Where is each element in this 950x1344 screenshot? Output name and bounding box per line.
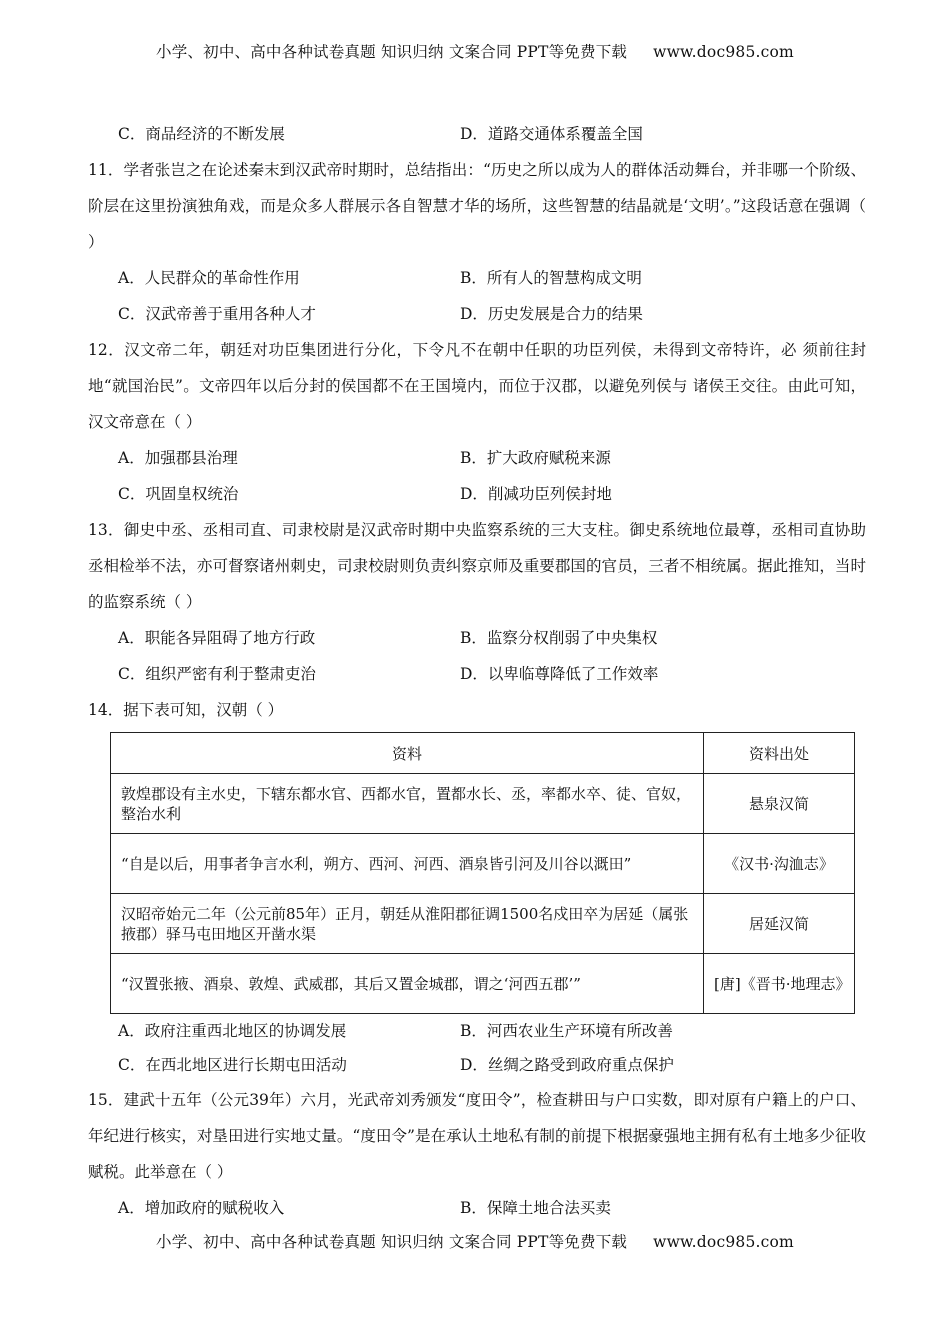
table-header-source: 资料出处: [704, 733, 855, 774]
q11-option-d[interactable]: D．历史发展是合力的结果: [460, 305, 643, 323]
q14-stem: 14．据下表可知，汉朝（ ）: [88, 701, 284, 719]
page-footer: [0, 1230, 950, 1252]
table-row: [111, 774, 855, 834]
q14-option-c[interactable]: C．在西北地区进行长期屯田活动: [118, 1056, 347, 1074]
table-cell-source: 居延汉简: [704, 894, 855, 954]
q14-table: [110, 732, 855, 1014]
q12-option-d[interactable]: D．削减功臣列侯封地: [460, 485, 612, 503]
q11-options: [88, 260, 866, 332]
q13-stem: 13．御史中丞、丞相司直、司隶校尉是汉武帝时期中央监察系统的三大支柱。御史系统地位最尊，丞相司直协助丞相检举不法，亦可督察诸州刺史，司隶校尉则负责纠察京师及重要郡国的官员，三者不相统属。据此推知，当时的监察系统（ ）: [88, 521, 866, 611]
table-cell-material: “自是以后，用事者争言水利，朔方、西河、河西、酒泉皆引河及川谷以溉田”: [111, 834, 704, 894]
exam-content: [88, 116, 866, 1226]
table-cell-material: “汉置张掖、酒泉、敦煌、武威郡，其后又置金城郡，谓之‘河西五郡’”: [111, 954, 704, 1014]
q11-option-a[interactable]: A．人民群众的革命性作用: [118, 269, 300, 287]
q11-stem: 11．学者张岂之在论述秦末到汉武帝时期时，总结指出：“历史之所以成为人的群体活动舞台，并非哪一个阶级、阶层在这里扮演独角戏，而是众多人群展示各自智慧才华的场所，这些智慧的结晶就是‘文明’。”这段话意在强调（ ）: [88, 161, 866, 251]
q15-option-b[interactable]: B．保障土地合法买卖: [460, 1199, 611, 1217]
q13-options: [88, 620, 866, 692]
table-cell-source: 悬泉汉简: [704, 774, 855, 834]
q12-options: [88, 440, 866, 512]
table-cell-material: 汉昭帝始元二年（公元前85年）正月，朝廷从淮阳郡征调1500名戍田卒为居延（属张掖郡）驿马屯田地区开凿水渠: [111, 894, 704, 954]
q13-option-a[interactable]: A．职能各异阻碍了地方行政: [118, 629, 316, 647]
table-header-material: 资料: [111, 733, 704, 774]
q12-stem: 12．汉文帝二年，朝廷对功臣集团进行分化，下令凡不在朝中任职的功臣列侯，未得到文帝特许，必 须前往封地“就国治民”。文帝四年以后分封的侯国都不在王国境内，而位于汉郡，以避免列侯与 诸侯王交往。由此可知，汉文帝意在（ ）: [88, 341, 866, 431]
footer-site[interactable]: www.doc985.com: [653, 1233, 794, 1251]
q10-option-d[interactable]: D．道路交通体系覆盖全国: [460, 125, 643, 143]
header-text: 小学、初中、高中各种试卷真题 知识归纳 文案合同 PPT等免费下载: [156, 43, 628, 61]
q14-options: [88, 1014, 866, 1082]
header-site[interactable]: www.doc985.com: [653, 43, 794, 61]
q13-option-c[interactable]: C．组织严密有利于整肃吏治: [118, 665, 316, 683]
q15-option-a[interactable]: A．增加政府的赋税收入: [118, 1199, 285, 1217]
q11-option-c[interactable]: C．汉武帝善于重用各种人才: [118, 305, 316, 323]
q14-option-d[interactable]: D．丝绸之路受到政府重点保护: [460, 1056, 674, 1074]
table-row: [111, 834, 855, 894]
q14-option-a[interactable]: A．政府注重西北地区的协调发展: [118, 1022, 347, 1040]
q10-option-c[interactable]: C．商品经济的不断发展: [118, 125, 285, 143]
table-cell-material: 敦煌郡设有主水史，下辖东都水官、西都水官，置都水长、丞，率都水卒、徒、官奴，整治水利: [111, 774, 704, 834]
q13-option-b[interactable]: B．监察分权削弱了中央集权: [460, 629, 658, 647]
q10-options: [88, 116, 866, 152]
q15-options: [88, 1190, 866, 1226]
table-header-row: [111, 733, 855, 774]
footer-text: 小学、初中、高中各种试卷真题 知识归纳 文案合同 PPT等免费下载: [156, 1233, 628, 1251]
page-header: [0, 40, 950, 62]
table-row: [111, 954, 855, 1014]
q15-stem: 15．建武十五年（公元39年）六月，光武帝刘秀颁发“度田令”，检查耕田与户口实数，即对原有户籍上的户口、年纪进行核实，对垦田进行实地丈量。“度田令”是在承认土地私有制的前提下根据豪强地主拥有私有土地多少征收赋税。此举意在（ ）: [88, 1091, 866, 1181]
q13-option-d[interactable]: D．以卑临尊降低了工作效率: [460, 665, 659, 683]
q12-option-c[interactable]: C．巩固皇权统治: [118, 485, 239, 503]
q12-option-b[interactable]: B．扩大政府赋税来源: [460, 449, 611, 467]
q11-option-b[interactable]: B．所有人的智慧构成文明: [460, 269, 642, 287]
table-cell-source: [唐]《晋书·地理志》: [704, 954, 855, 1014]
table-row: [111, 894, 855, 954]
table-cell-source: 《汉书·沟洫志》: [704, 834, 855, 894]
q12-option-a[interactable]: A．加强郡县治理: [118, 449, 238, 467]
q14-option-b[interactable]: B．河西农业生产环境有所改善: [460, 1022, 673, 1040]
